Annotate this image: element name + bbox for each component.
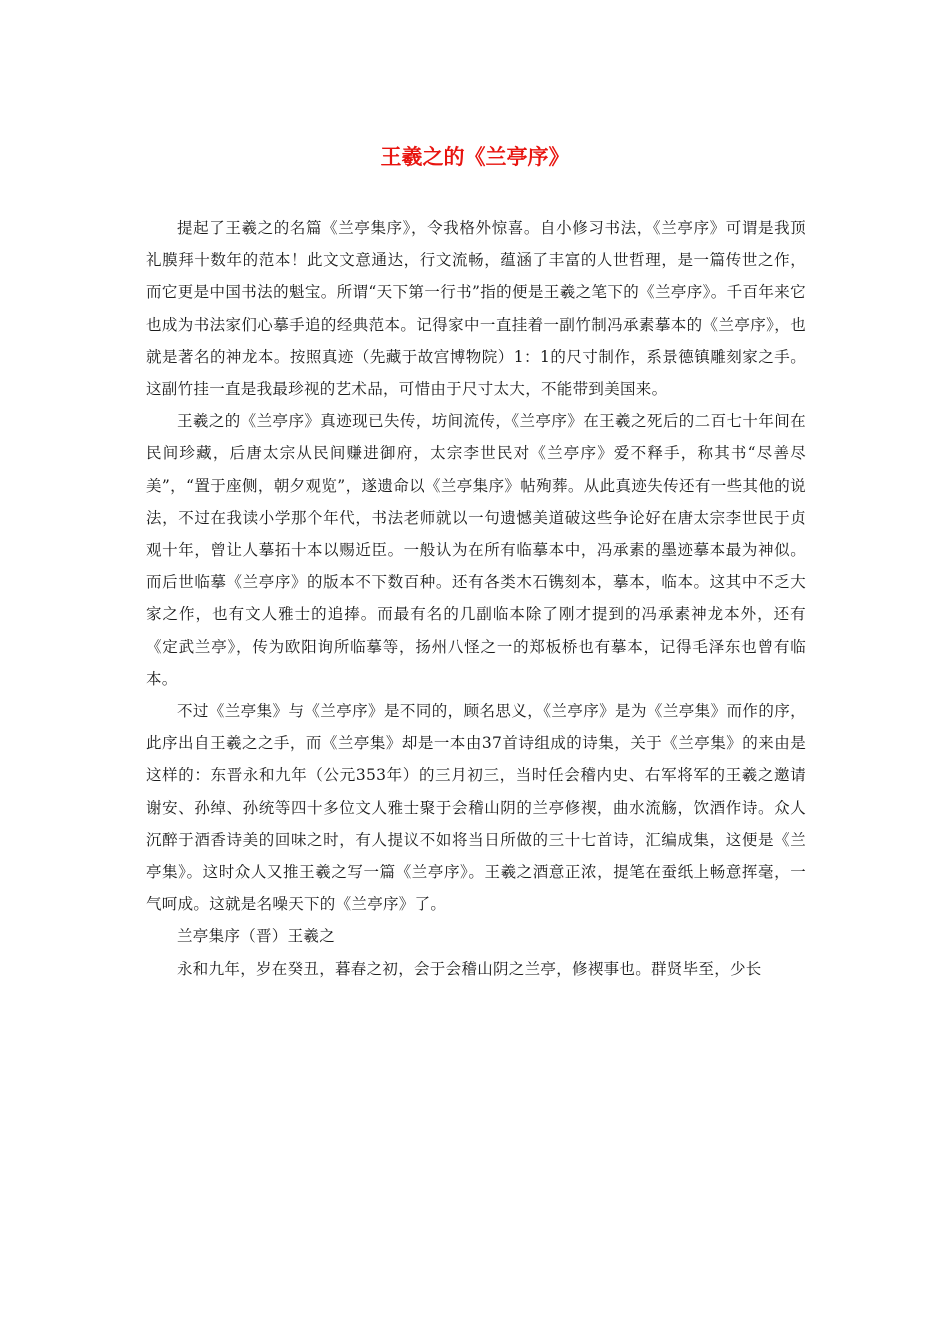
document-body	[146, 212, 806, 985]
paragraph-history: 王羲之的《兰亭序》真迹现已失传，坊间流传，《兰亭序》在王羲之死后的二百七十年间在民间珍藏，后唐太宗从民间赚进御府，太宗李世民对《兰亭序》爱不释手，称其书“尽善尽美”，“置于座侧，朝夕观览”，遂遗命以《兰亭集序》帖殉葬。从此真迹失传还有一些其他的说法，不过在我读小学那个年代，书法老师就以一句遗憾美道破这些争论好在唐太宗李世民于贞观十年，曾让人摹拓十本以赐近臣。一般认为在所有临摹本中，冯承素的墨迹摹本最为神似。而后世临摹《兰亭序》的版本不下数百种。还有各类木石镌刻本，摹本，临本。这其中不乏大家之作，也有文人雅士的追捧。而最有名的几副临本除了刚才提到的冯承素神龙本外，还有《定武兰亭》，传为欧阳询所临摹等，扬州八怪之一的郑板桥也有摹本，记得毛泽东也曾有临本。	[146, 412, 806, 688]
paragraph-text-excerpt: 永和九年，岁在癸丑，暮春之初，会于会稽山阴之兰亭，修禊事也。群贤毕至，少长	[177, 959, 762, 978]
paragraph-origin: 不过《兰亭集》与《兰亭序》是不同的，顾名思义，《兰亭序》是为《兰亭集》而作的序，此序出自王羲之之手，而《兰亭集》却是一本由37首诗组成的诗集，关于《兰亭集》的来由是这样的：东晋永和九年（公元353年）的三月初三，当时任会稽内史、右军将军的王羲之邀请谢安、孙绰、孙统等四十多位文人雅士聚于会稽山阴的兰亭修禊，曲水流觞，饮酒作诗。众人沉醉于酒香诗美的回味之时，有人提议不如将当日所做的三十七首诗，汇编成集，这便是《兰亭集》。这时众人又推王羲之写一篇《兰亭序》。王羲之酒意正浓，提笔在蚕纸上畅意挥毫，一气呵成。这就是名噪天下的《兰亭序》了。	[146, 702, 806, 914]
paragraph-text-heading: 兰亭集序（晋）王羲之	[177, 927, 336, 946]
document-title: 王羲之的《兰亭序》	[380, 144, 570, 169]
paragraph-intro: 提起了王羲之的名篇《兰亭集序》，令我格外惊喜。自小修习书法，《兰亭序》可谓是我顶礼膜拜十数年的范本！此文文意通达，行文流畅，蕴涵了丰富的人世哲理，是一篇传世之作，而它更是中国书法的魁宝。所谓“天下第一行书”指的便是王羲之笔下的《兰亭序》。千百年来它也成为书法家们心摹手追的经典范本。记得家中一直挂着一副竹制冯承素摹本的《兰亭序》，也就是著名的神龙本。按照真迹（先藏于故宫博物院）1：1的尺寸制作，系景德镇雕刻家之手。这副竹挂一直是我最珍视的艺术品，可惜由于尺寸太大，不能带到美国来。	[146, 219, 806, 399]
